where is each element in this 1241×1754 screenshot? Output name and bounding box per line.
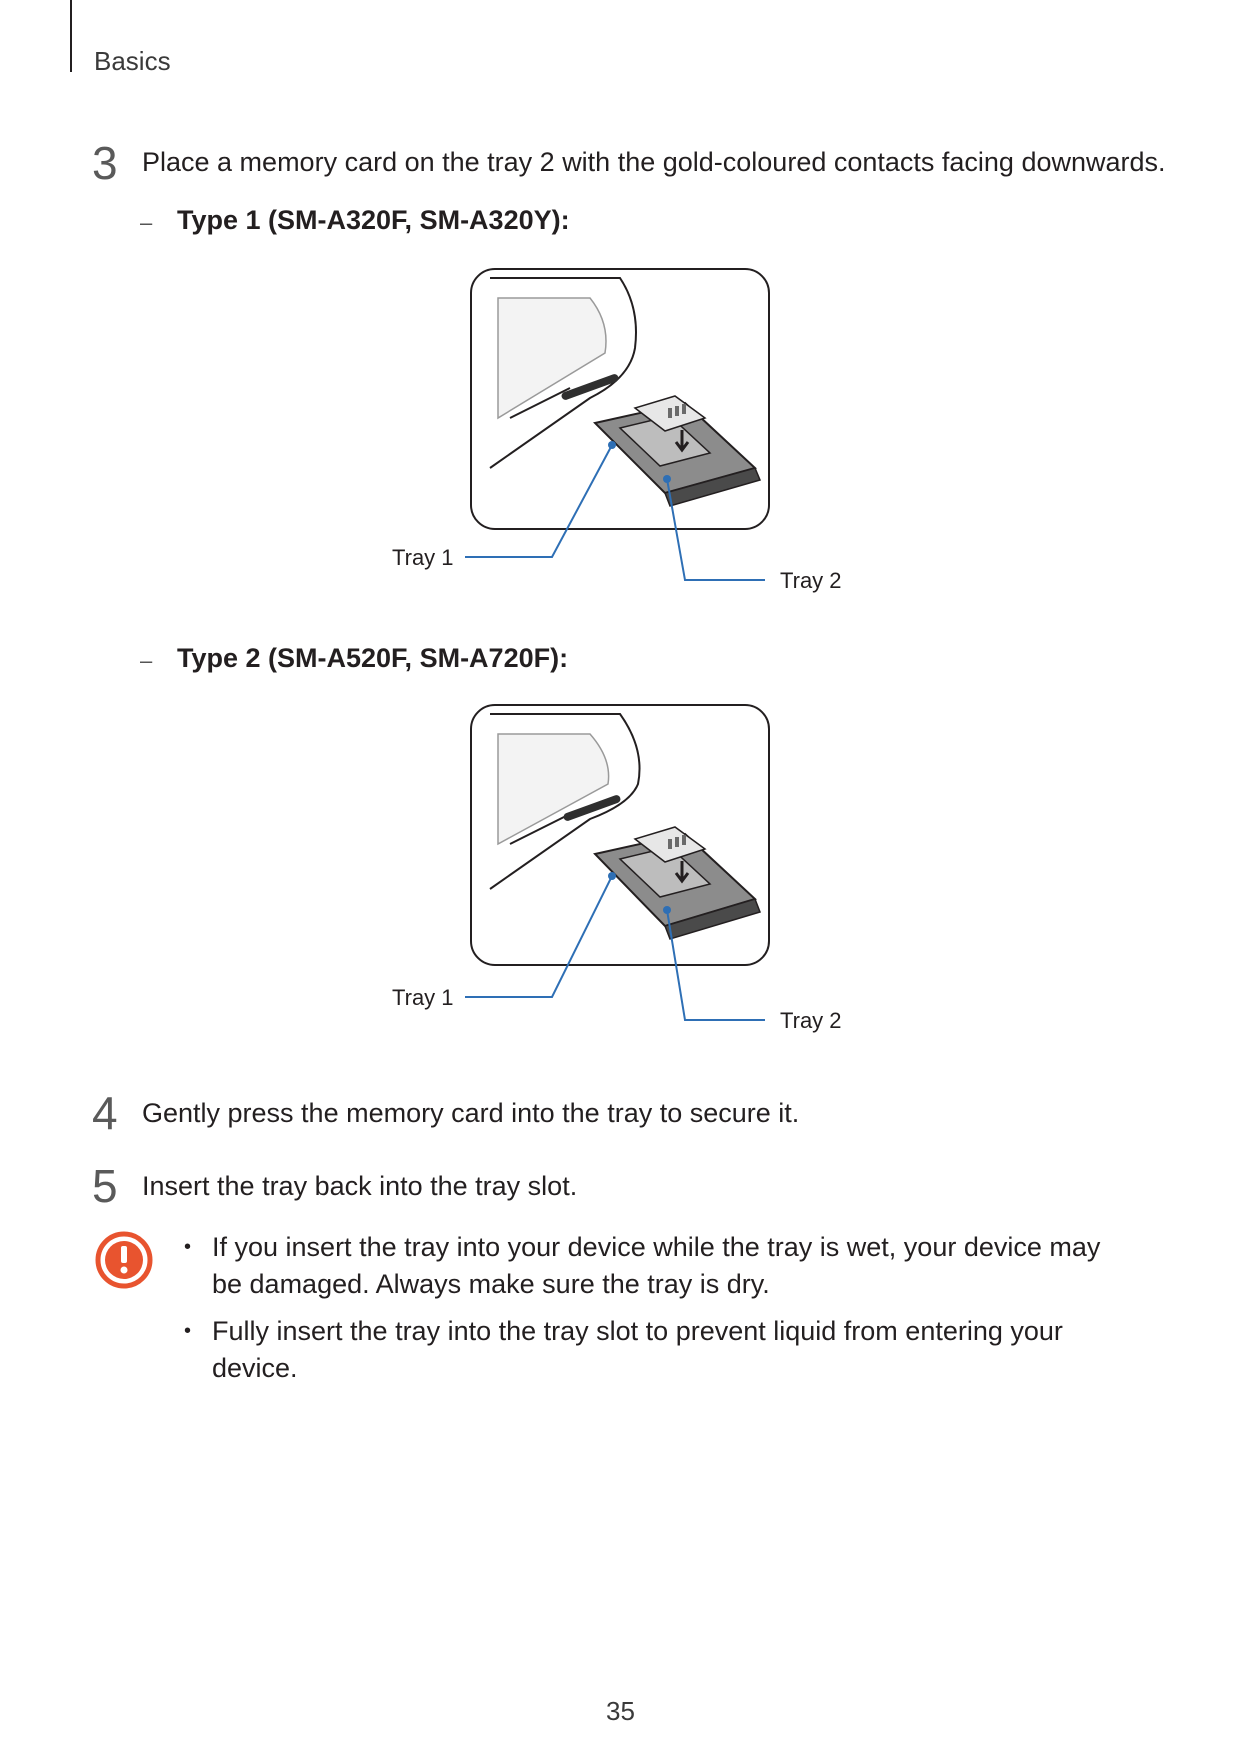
type-2-dash: – (140, 648, 153, 673)
caution-icon (94, 1230, 154, 1290)
type-2-tray-1-label: Tray 1 (392, 985, 454, 1010)
step-4-number: 4 (92, 1087, 118, 1139)
step-5-text: Insert the tray back into the tray slot. (142, 1171, 578, 1201)
type-2-tray-2-label: Tray 2 (780, 1008, 842, 1033)
notice-bullet-1-marker: • (184, 1236, 192, 1258)
notice-bullet-2-text: Fully insert the tray into the tray slot to prevent liquid from entering your device. (212, 1316, 1063, 1383)
type-1-tray-2-label: Tray 2 (780, 568, 842, 593)
step-5-number: 5 (92, 1160, 118, 1212)
notice-bullet-2-marker: • (184, 1320, 192, 1342)
section-label: Basics (94, 46, 171, 76)
step-4-text: Gently press the memory card into the tray to secure it. (142, 1098, 800, 1128)
step-3-number: 3 (92, 137, 118, 189)
notice-bullet-1-text: If you insert the tray into your device while the tray is wet, your device may be damaged. Always make sure the tray is dry. (212, 1232, 1101, 1299)
step-3-text: Place a memory card on the tray 2 with the gold-coloured contacts facing downwards. (142, 147, 1166, 177)
type-1-dash: – (140, 210, 153, 235)
type-2-label: Type 2 (SM-A520F, SM-A720F): (177, 643, 569, 673)
page-number: 35 (606, 1696, 635, 1726)
type-1-tray-1-label: Tray 1 (392, 545, 454, 570)
type-1-label: Type 1 (SM-A320F, SM-A320Y): (177, 205, 570, 235)
